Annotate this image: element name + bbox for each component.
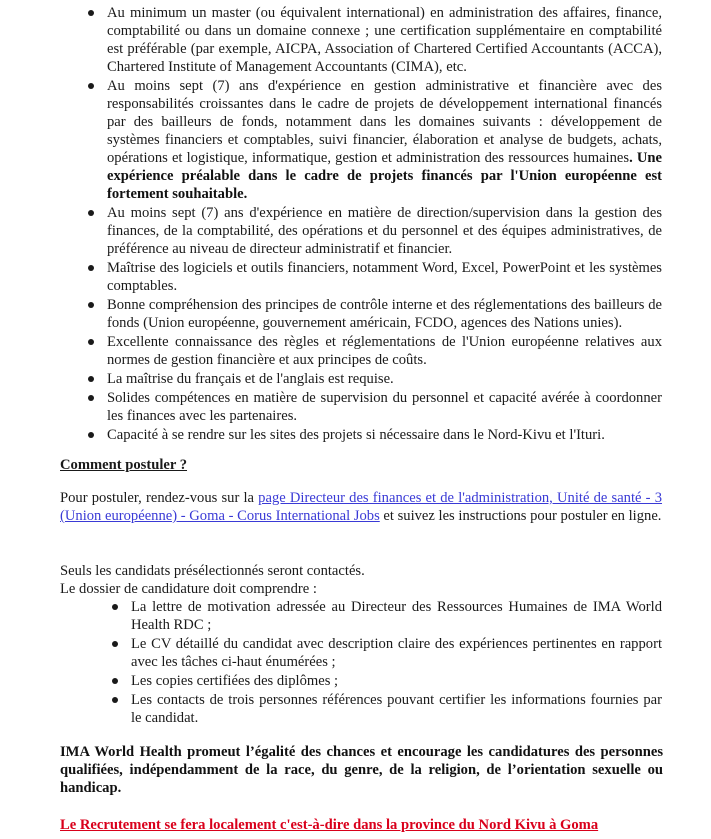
requirement-item [88,77,662,203]
requirement-text: Au moins sept (7) ans d'expérience en gestion administrative et financière avec des responsabilités croissantes dans le cadre de projets de développement international financés par des bailleurs de fonds, notamment dans les domaines suivants : développement de systèmes financiers et comptables, suivi financier, élaboration et analyse de budgets, achats, opérations et logistique, informatique, gestion et administration des ressources humaines [107,78,662,166]
requirement-text: Maîtrise des logiciels et outils financiers, notamment Word, Excel, PowerPoint et les systèmes comptables. [107,260,662,294]
apply-outro: et suivez les instructions pour postuler en ligne. [379,508,662,524]
bullet-icon [88,395,94,401]
bullet-icon [112,604,118,610]
requirement-item [88,426,662,444]
bullet-icon [88,432,94,438]
bullet-icon [88,339,94,345]
requirement-text: Solides compétences en matière de supervision du personnel et capacité avérée à coordonner les finances avec les partenaires. [107,390,662,424]
how-to-apply-heading: Comment postuler ? [60,457,188,473]
requirement-item [88,204,662,258]
document-text: La lettre de motivation adressée au Directeur des Ressources Humaines de IMA World Health RDC ; [131,599,662,633]
bullet-icon [88,265,94,271]
bullet-icon [112,641,118,647]
document-item [112,598,662,634]
how-to-apply-paragraph [60,489,662,525]
bullet-icon [88,210,94,216]
job-page-link[interactable]: page Directeur des finances et de l'administration, Unité de santé - 3 (Union européenne) - Goma - Corus International Jobs [60,490,663,524]
equal-opportunity-statement: IMA World Health promeut l’égalité des chances et encourage les candidatures des personnes qualifiées, indépendamment de la race, du genre, de la religion, de l’orientation sexuelle ou handicap. [60,744,663,796]
document-text: Les copies certifiées des diplômes ; [131,673,339,689]
requirement-item [88,4,662,76]
requirement-text: Au moins sept (7) ans d'expérience en matière de direction/supervision dans la gestion des finances, de la comptabilité, des opérations et du personnel et des équipes administratives, de préférence au niveau de directeur administratif et financier. [107,205,662,257]
bullet-icon [88,10,94,16]
local-recruitment-notice: Le Recrutement se fera localement c'est-à-dire dans la province du Nord Kivu à Goma [60,817,599,833]
dossier-intro: Le dossier de candidature doit comprendre : [60,581,317,597]
requirement-text: Excellente connaissance des règles et réglementations de l'Union européenne relatives aux normes de gestion financière et aux principes de coûts. [107,334,662,368]
requirement-item [88,370,662,388]
requirement-text: Au minimum un master (ou équivalent international) en administration des affaires, finance, comptabilité ou dans un domaine connexe ; une certification supplémentaire en comptabilité est préférable (par exemple, AICPA, Association of Chartered Certified Accountants (ACCA), Chartered Institute of Management Accountants (CIMA), etc. [107,5,662,75]
bullet-icon [88,302,94,308]
application-notice [60,562,662,598]
bullet-icon [112,697,118,703]
requirement-item [88,389,662,425]
requirements-list [88,4,662,445]
shortlist-notice: Seuls les candidats présélectionnés seront contactés. [60,563,365,579]
bullet-icon [88,376,94,382]
requirement-item [88,296,662,332]
document-text: Le CV détaillé du candidat avec description claire des expériences pertinentes en rapport avec les tâches ci-haut énumérées ; [131,636,662,670]
bullet-icon [112,678,118,684]
document-item [112,691,662,727]
requirement-text: Bonne compréhension des principes de contrôle interne et des réglementations des bailleurs de fonds (Union européenne, gouvernement américain, FCDO, agences des Nations unies). [107,297,662,331]
bullet-icon [88,83,94,89]
document-text: Les contacts de trois personnes références pouvant certifier les informations fournies par le candidat. [131,692,662,726]
requirement-emphasis: . Une expérience préalable dans le cadre de projets financés par l'Union européenne est fortement souhaitable. [107,150,662,202]
application-documents-list [112,598,662,728]
requirement-item [88,259,662,295]
apply-intro: Pour postuler, rendez-vous sur la [60,490,259,506]
requirement-text: Capacité à se rendre sur les sites des projets si nécessaire dans le Nord-Kivu et l'Ituri. [107,427,605,443]
requirement-item [88,333,662,369]
document-item [112,635,662,671]
requirement-text: La maîtrise du français et de l'anglais est requise. [107,371,394,387]
document-item [112,672,662,690]
